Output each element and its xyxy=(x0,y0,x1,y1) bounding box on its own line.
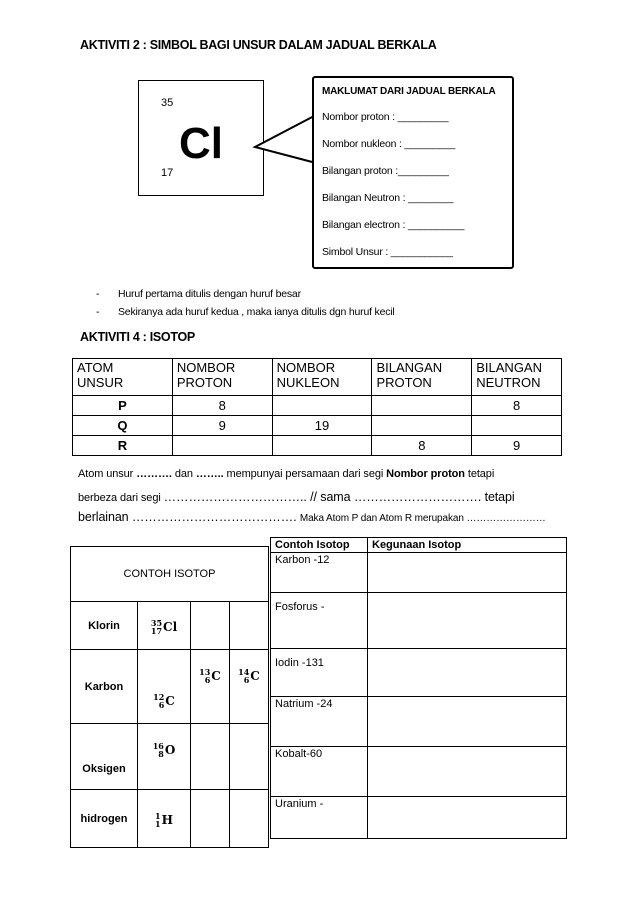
table-header: BILANGAN NEUTRON xyxy=(472,359,562,396)
paragraph-line-2: berbeza dari segi …………………………….. // sama …………………………. tetapi xyxy=(78,490,515,504)
isotope-uses-table: Contoh Isotop Kegunaan Isotop Karbon -12 Fosforus - Iodin -131 Natrium -24 Kobalt-60 Uranium - xyxy=(270,537,567,839)
callout-pointer xyxy=(250,105,320,175)
table-row: Oksigen 16 8 O xyxy=(71,724,269,790)
bullet-item: - Sekiranya ada huruf kedua , maka ianya ditulis dgn huruf kecil xyxy=(96,306,395,318)
isotope-cl-35: 35 17 Cl xyxy=(150,617,178,636)
paragraph-line-3: berlainan …………………………………. Maka Atom P dan Atom R merupakan …………………… xyxy=(78,510,546,524)
table-row: P 8 8 xyxy=(73,396,562,416)
isotope-c-13: 13 6 C xyxy=(199,667,221,685)
callout-line: Bilangan electron : __________ xyxy=(322,219,465,231)
table-header: NOMBOR PROTON xyxy=(172,359,272,396)
element-box xyxy=(138,80,264,196)
element-atomic-number: 17 xyxy=(161,167,174,179)
paragraph-line-1: Atom unsur ………. dan …….. mempunyai persamaan dari segi Nombor proton tetapi xyxy=(78,468,495,480)
example-table-title: CONTOH ISOTOP xyxy=(71,547,269,602)
table-row: Klorin 35 17 Cl xyxy=(71,602,269,650)
callout-line: Nombor nukleon : _________ xyxy=(322,138,456,150)
table-row: Q 9 19 xyxy=(73,416,562,436)
activity2-title: AKTIVITI 2 : SIMBOL BAGI UNSUR DALAM JADUAL BERKALA xyxy=(80,38,437,52)
callout-line: Nombor proton : _________ xyxy=(322,111,449,123)
isotope-c-14: 14 6 C xyxy=(238,667,260,685)
element-symbol: Cl xyxy=(179,119,223,168)
table-row: Fosforus - xyxy=(271,593,567,649)
table-row: Iodin -131 xyxy=(271,649,567,697)
isotope-h-1: 1 1 H xyxy=(155,810,173,829)
table-row: Uranium - xyxy=(271,797,567,839)
callout-line: Bilangan Neutron : ________ xyxy=(322,192,454,204)
element-mass-number: 35 xyxy=(161,97,174,109)
bullet-list xyxy=(96,285,395,321)
isotope-o-16: 16 8 O xyxy=(152,741,176,759)
info-callout xyxy=(312,76,514,269)
callout-title: MAKLUMAT DARI JADUAL BERKALA xyxy=(322,86,496,97)
table-row: Kobalt-60 xyxy=(271,747,567,797)
example-isotope-table xyxy=(70,546,269,848)
callout-line: Simbol Unsur : ___________ xyxy=(322,246,453,258)
table-row: hidrogen 1 1 H xyxy=(71,790,269,848)
callout-line: Bilangan proton :_________ xyxy=(322,165,449,177)
table-header: ATOM UNSUR xyxy=(73,359,173,396)
table-row: Karbon 12 6 C 13 6 C 14 6 C xyxy=(71,650,269,724)
table-header-row xyxy=(73,359,562,396)
table-row: Natrium -24 xyxy=(271,697,567,747)
table-row: Karbon -12 xyxy=(271,553,567,593)
activity4-title: AKTIVITI 4 : ISOTOP xyxy=(80,330,195,344)
table-row: R 8 9 xyxy=(73,436,562,456)
table-header: BILANGAN PROTON xyxy=(372,359,472,396)
isotope-table xyxy=(72,358,562,456)
isotope-c-12: 12 6 C xyxy=(153,692,175,710)
table-header: NOMBOR NUKLEON xyxy=(272,359,372,396)
bullet-item: - Huruf pertama ditulis dengan huruf besar xyxy=(96,288,301,300)
